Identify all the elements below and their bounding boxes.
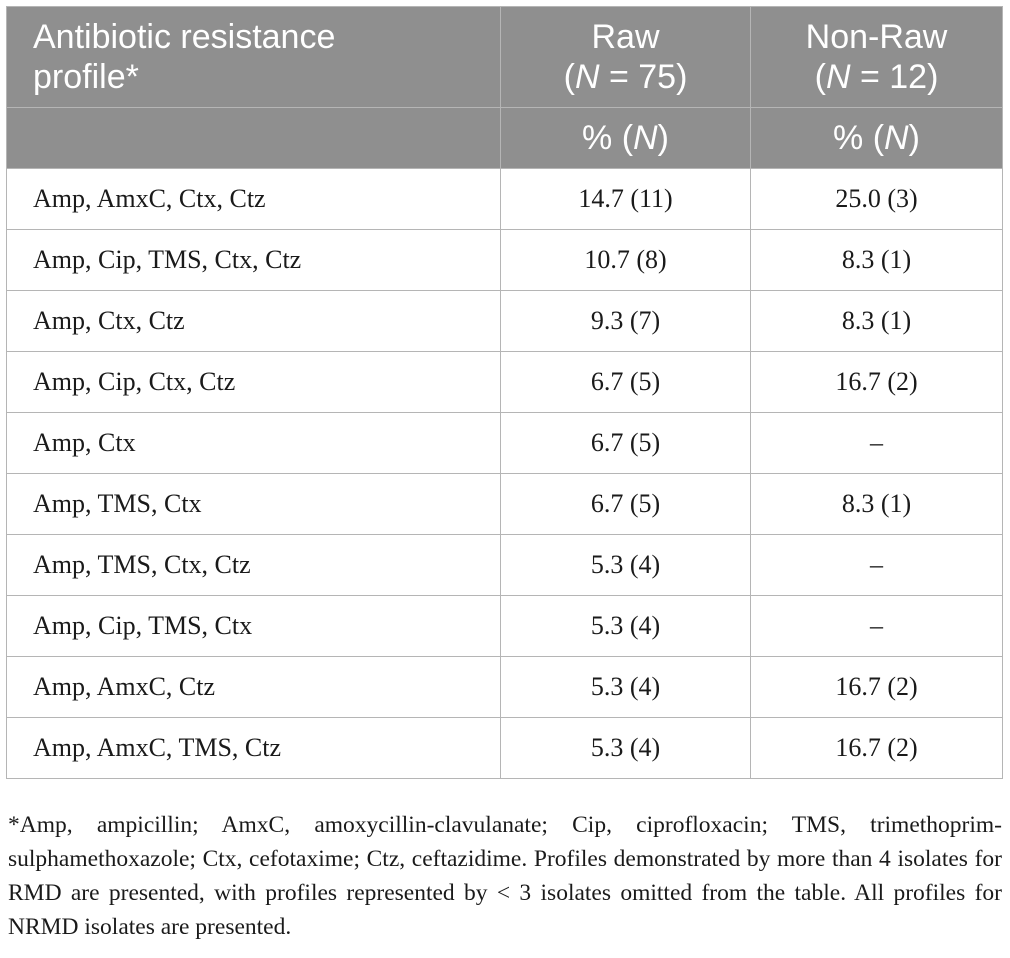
cell-nonraw: 25.0 (3): [751, 169, 1003, 230]
cell-profile: Amp, TMS, Ctx, Ctz: [7, 535, 501, 596]
header-row-labels: [7, 7, 1003, 108]
cell-nonraw: 8.3 (1): [751, 230, 1003, 291]
cell-profile: Amp, Cip, Ctx, Ctz: [7, 352, 501, 413]
header-raw-n: (N = 75): [563, 58, 688, 96]
table-row: [7, 413, 1003, 474]
cell-raw: 14.7 (11): [501, 169, 751, 230]
table-row: [7, 474, 1003, 535]
table-row: [7, 657, 1003, 718]
resistance-profile-table: [6, 6, 1003, 779]
table-row: [7, 291, 1003, 352]
cell-raw: 5.3 (4): [501, 657, 751, 718]
cell-profile: Amp, Ctx: [7, 413, 501, 474]
table-row: [7, 596, 1003, 657]
cell-nonraw: 16.7 (2): [751, 718, 1003, 779]
cell-profile: Amp, Cip, TMS, Ctx, Ctz: [7, 230, 501, 291]
table-body: [7, 169, 1003, 779]
header-raw: [501, 7, 751, 108]
header-profile-line2: profile*: [33, 58, 139, 96]
table-container: [6, 6, 1002, 779]
cell-nonraw: 8.3 (1): [751, 291, 1003, 352]
table-header: [7, 7, 1003, 169]
table-row: [7, 535, 1003, 596]
table-row: [7, 718, 1003, 779]
header-profile: [7, 7, 501, 108]
cell-profile: Amp, AmxC, Ctx, Ctz: [7, 169, 501, 230]
cell-profile: Amp, AmxC, Ctz: [7, 657, 501, 718]
table-row: [7, 230, 1003, 291]
cell-raw: 5.3 (4): [501, 596, 751, 657]
header-unit-raw: % (N): [501, 108, 751, 169]
header-nonraw-n: (N = 12): [814, 58, 939, 96]
cell-nonraw: 16.7 (2): [751, 352, 1003, 413]
header-nonraw-label: Non-Raw: [805, 18, 948, 56]
cell-raw: 9.3 (7): [501, 291, 751, 352]
cell-nonraw: 8.3 (1): [751, 474, 1003, 535]
table-row: [7, 169, 1003, 230]
cell-raw: 6.7 (5): [501, 413, 751, 474]
header-raw-label: Raw: [591, 18, 660, 56]
header-unit-empty: [7, 108, 501, 169]
cell-profile: Amp, AmxC, TMS, Ctz: [7, 718, 501, 779]
cell-profile: Amp, Cip, TMS, Ctx: [7, 596, 501, 657]
cell-raw: 5.3 (4): [501, 718, 751, 779]
cell-raw: 6.7 (5): [501, 474, 751, 535]
cell-profile: Amp, Ctx, Ctz: [7, 291, 501, 352]
header-nonraw: [751, 7, 1003, 108]
cell-nonraw: –: [751, 596, 1003, 657]
cell-nonraw: –: [751, 535, 1003, 596]
cell-nonraw: –: [751, 413, 1003, 474]
cell-profile: Amp, TMS, Ctx: [7, 474, 501, 535]
cell-raw: 6.7 (5): [501, 352, 751, 413]
cell-nonraw: 16.7 (2): [751, 657, 1003, 718]
cell-raw: 5.3 (4): [501, 535, 751, 596]
header-unit-nonraw: % (N): [751, 108, 1003, 169]
cell-raw: 10.7 (8): [501, 230, 751, 291]
table-row: [7, 352, 1003, 413]
header-profile-line1: Antibiotic resistance: [33, 18, 336, 56]
header-row-units: [7, 108, 1003, 169]
table-footnote: *Amp, ampicillin; AmxC, amoxycillin-clavulanate; Cip, ciprofloxacin; TMS, trimethoprim-sulphamethoxazole; Ctx, cefotaxime; Ctz, ceftazidime. Profiles demonstrated by more than 4 isolates for RMD are presented, with profiles represented by < 3 isolates omitted from the table. All profiles for NRMD isolates are presented.: [8, 812, 1002, 940]
